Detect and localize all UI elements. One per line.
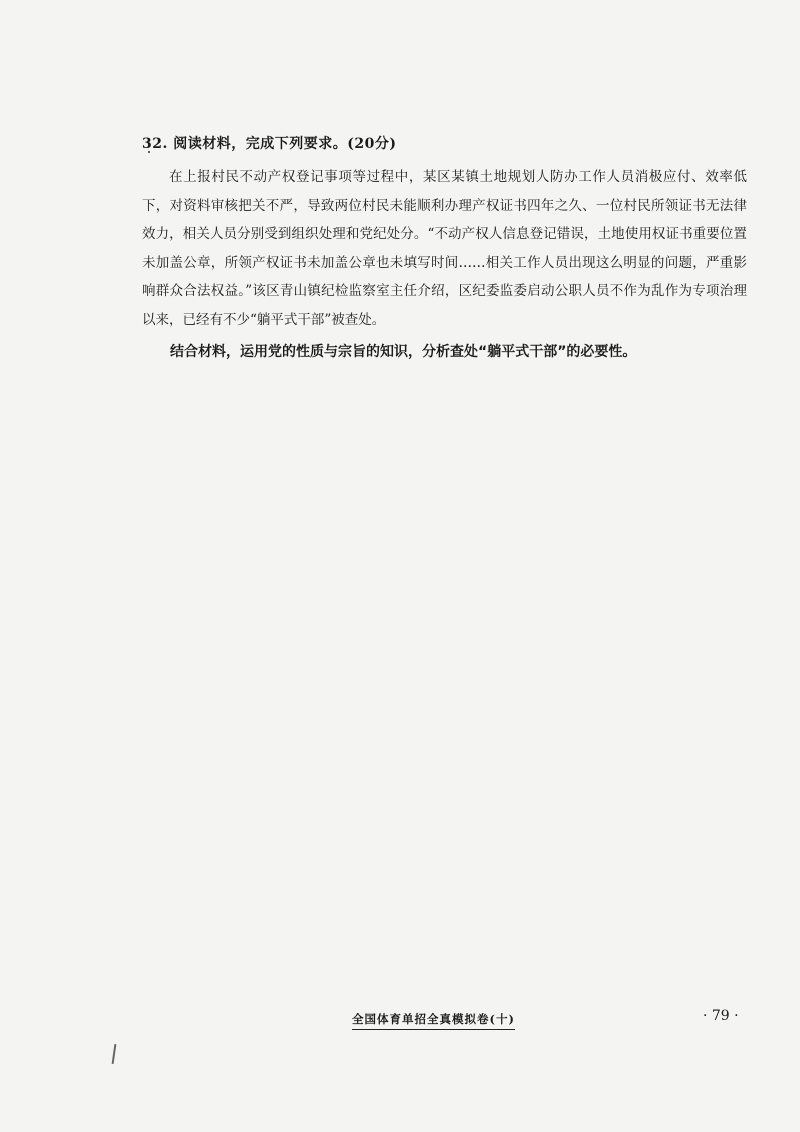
question-task: 结合材料，运用党的性质与宗旨的知识，分析查处“躺平式干部”的必要性。 xyxy=(170,344,637,360)
page-number: · 79 · xyxy=(703,1008,739,1024)
footer-title: 全国体育单招全真模拟卷(十) xyxy=(352,1011,515,1030)
question-material: 在上报村民不动产权登记事项等过程中，某区某镇土地规划人防办工作人员消极应付、效率低下，对资料审核把关不严，导致两位村民未能顺利办理产权证书四年之久、一位村民所领证书无法律效力，相关人员分别受到组织处理和党纪处分。“不动产权人信息登记错误，土地使用权证书重要位置未加盖公章，所领产权证书未加盖公章也未填写时间……相关工作人员出现这么明显的问题，严重影响群众合法权益。”该区青山镇纪检监察室主任介绍，区纪委监委启动公职人员不作为乱作为专项治理以来，已经有不少“躺平式干部”被查处。 xyxy=(142,169,747,328)
question-title: 32. 阅读材料，完成下列要求。(20分) xyxy=(142,136,397,152)
question-32 xyxy=(142,133,747,366)
scan-stray-mark xyxy=(112,1044,117,1064)
bleed-through-area xyxy=(250,375,720,645)
